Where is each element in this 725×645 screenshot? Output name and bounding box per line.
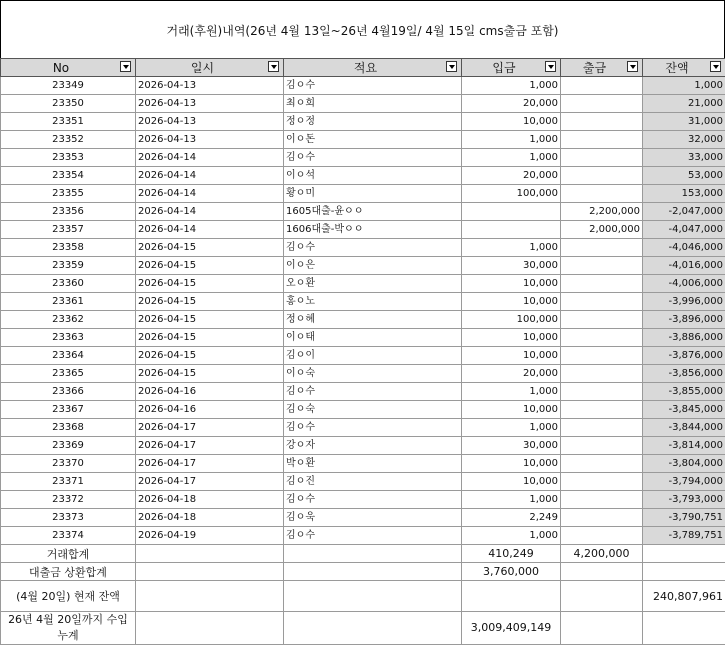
row-date[interactable]: 2026-04-15 [136,275,284,293]
row-withdrawal[interactable] [561,437,643,455]
row-balance[interactable]: -3,886,000 [643,329,725,347]
row-memo[interactable]: 이ㅇ돈 [284,131,462,149]
row-date[interactable]: 2026-04-15 [136,329,284,347]
row-balance[interactable]: -3,856,000 [643,365,725,383]
row-balance[interactable]: -3,804,000 [643,455,725,473]
row-no[interactable]: 23352 [1,131,136,149]
table-row [1,221,725,239]
row-deposit[interactable]: 10,000 [462,455,561,473]
row-balance[interactable]: -4,016,000 [643,257,725,275]
table-row [1,347,725,365]
row-date[interactable]: 2026-04-15 [136,239,284,257]
row-date[interactable]: 2026-04-15 [136,365,284,383]
row-no[interactable]: 23363 [1,329,136,347]
row-memo[interactable]: 이ㅇ은 [284,257,462,275]
row-date[interactable]: 2026-04-15 [136,257,284,275]
row-deposit[interactable]: 30,000 [462,257,561,275]
table-row [1,383,725,401]
row-memo[interactable]: 김ㅇ수 [284,77,462,95]
row-no[interactable]: 23364 [1,347,136,365]
table-row [1,275,725,293]
header-memo-label: 적요 [286,59,459,76]
row-date[interactable]: 2026-04-15 [136,293,284,311]
empty-cell[interactable] [643,612,725,645]
row-balance[interactable]: 153,000 [643,185,725,203]
row-withdrawal[interactable] [561,491,643,509]
row-memo[interactable]: 1606대출-박ㅇㅇ [284,221,462,239]
table-row [1,437,725,455]
current-balance-row [1,581,725,612]
row-date[interactable]: 2026-04-16 [136,401,284,419]
table-row [1,509,725,527]
row-balance[interactable]: -4,047,000 [643,221,725,239]
current-balance-value[interactable]: 240,807,961 [643,581,725,612]
row-date[interactable]: 2026-04-17 [136,419,284,437]
row-deposit[interactable] [462,203,561,221]
cumulative-income-row [1,612,725,645]
row-withdrawal[interactable] [561,113,643,131]
empty-cell[interactable] [136,563,284,581]
row-memo[interactable]: 박ㅇ환 [284,455,462,473]
filter-dropdown-icon[interactable] [446,61,457,72]
row-date[interactable]: 2026-04-17 [136,437,284,455]
row-memo[interactable]: 김ㅇ진 [284,473,462,491]
table-row [1,473,725,491]
header-deposit [462,59,561,77]
row-withdrawal[interactable] [561,77,643,95]
table-row [1,455,725,473]
header-memo [284,59,462,77]
empty-cell[interactable] [561,563,643,581]
row-memo[interactable]: 김ㅇ수 [284,239,462,257]
row-date[interactable]: 2026-04-17 [136,455,284,473]
table-row [1,131,725,149]
empty-cell[interactable] [136,581,284,612]
row-no[interactable]: 23374 [1,527,136,545]
row-no[interactable]: 23367 [1,401,136,419]
row-balance[interactable]: -4,006,000 [643,275,725,293]
table-row [1,149,725,167]
loan-label[interactable]: 대출금 상환합계 [1,563,136,581]
header-date-label: 일시 [138,59,281,76]
row-no[interactable]: 23371 [1,473,136,491]
row-withdrawal[interactable] [561,527,643,545]
empty-cell[interactable] [561,581,643,612]
row-deposit[interactable]: 2,249 [462,509,561,527]
row-balance[interactable]: 31,000 [643,113,725,131]
row-deposit[interactable]: 1,000 [462,527,561,545]
loan-repayment-row [1,563,725,581]
row-no[interactable]: 23365 [1,365,136,383]
row-no[interactable]: 23350 [1,95,136,113]
row-no[interactable]: 23370 [1,455,136,473]
cumulative-label[interactable]: 26년 4월 20일까지 수입누계 [1,612,136,645]
empty-cell[interactable] [284,581,462,612]
header-balance [643,59,725,77]
row-date[interactable]: 2026-04-14 [136,221,284,239]
row-deposit[interactable]: 100,000 [462,311,561,329]
empty-cell[interactable] [643,563,725,581]
row-balance[interactable]: 32,000 [643,131,725,149]
header-balance-label: 잔액 [645,59,723,76]
empty-cell[interactable] [462,581,561,612]
filter-dropdown-icon[interactable] [710,61,721,72]
empty-cell[interactable] [136,612,284,645]
row-withdrawal[interactable] [561,383,643,401]
empty-cell[interactable] [284,563,462,581]
row-no[interactable]: 23359 [1,257,136,275]
cumulative-value[interactable]: 3,009,409,149 [462,612,561,645]
row-withdrawal[interactable] [561,257,643,275]
row-no[interactable]: 23362 [1,311,136,329]
row-memo[interactable]: 김ㅇ수 [284,527,462,545]
total-row [1,545,725,563]
header-no [1,59,136,77]
row-balance[interactable]: -3,794,000 [643,473,725,491]
row-no[interactable]: 23358 [1,239,136,257]
row-memo[interactable]: 김ㅇ수 [284,149,462,167]
row-balance[interactable]: -3,855,000 [643,383,725,401]
header-row [1,59,725,77]
row-no[interactable]: 23366 [1,383,136,401]
row-deposit[interactable]: 1,000 [462,419,561,437]
table-row [1,95,725,113]
row-deposit[interactable]: 10,000 [462,113,561,131]
row-balance[interactable]: -3,844,000 [643,419,725,437]
empty-cell[interactable] [136,545,284,563]
row-balance[interactable]: -3,896,000 [643,311,725,329]
row-date[interactable]: 2026-04-18 [136,491,284,509]
table-row [1,401,725,419]
table-row [1,185,725,203]
row-withdrawal[interactable] [561,473,643,491]
row-withdrawal[interactable] [561,311,643,329]
row-balance[interactable]: -4,046,000 [643,239,725,257]
table-row [1,329,725,347]
empty-cell[interactable] [643,545,725,563]
row-memo[interactable]: 김ㅇ이 [284,347,462,365]
row-balance[interactable]: -3,814,000 [643,437,725,455]
row-memo[interactable]: 강ㅇ자 [284,437,462,455]
row-memo[interactable]: 최ㅇ희 [284,95,462,113]
row-deposit[interactable] [462,221,561,239]
empty-cell[interactable] [561,612,643,645]
filter-dropdown-icon[interactable] [545,61,556,72]
row-date[interactable]: 2026-04-13 [136,95,284,113]
row-deposit[interactable]: 10,000 [462,275,561,293]
row-no[interactable]: 23372 [1,491,136,509]
row-deposit[interactable]: 20,000 [462,95,561,113]
row-no[interactable]: 23373 [1,509,136,527]
row-no[interactable]: 23360 [1,275,136,293]
table-row [1,239,725,257]
row-deposit[interactable]: 1,000 [462,383,561,401]
summary-rows [1,545,725,645]
row-withdrawal[interactable] [561,455,643,473]
row-withdrawal[interactable] [561,509,643,527]
row-memo[interactable]: 정ㅇ혜 [284,311,462,329]
row-deposit[interactable]: 10,000 [462,347,561,365]
row-memo[interactable]: 이ㅇ석 [284,167,462,185]
row-deposit[interactable]: 20,000 [462,365,561,383]
row-no[interactable]: 23354 [1,167,136,185]
row-deposit[interactable]: 100,000 [462,185,561,203]
header-withdrawal [561,59,643,77]
row-withdrawal[interactable] [561,149,643,167]
row-date[interactable]: 2026-04-16 [136,383,284,401]
row-memo[interactable]: 김ㅇ수 [284,491,462,509]
row-deposit[interactable]: 10,000 [462,329,561,347]
row-balance[interactable]: -3,793,000 [643,491,725,509]
transaction-rows [1,77,725,545]
row-date[interactable]: 2026-04-14 [136,185,284,203]
loan-deposit[interactable]: 3,760,000 [462,563,561,581]
filter-dropdown-icon[interactable] [120,61,131,72]
row-deposit[interactable]: 30,000 [462,437,561,455]
row-deposit[interactable]: 10,000 [462,293,561,311]
row-withdrawal[interactable] [561,347,643,365]
row-balance[interactable]: 33,000 [643,149,725,167]
transactions-table [0,58,725,645]
header-withdrawal-label: 출금 [563,59,640,76]
total-withdrawal[interactable]: 4,200,000 [561,545,643,563]
table-row [1,527,725,545]
row-balance[interactable]: -3,789,751 [643,527,725,545]
table-row [1,365,725,383]
table-row [1,257,725,275]
row-deposit[interactable]: 1,000 [462,239,561,257]
row-date[interactable]: 2026-04-15 [136,347,284,365]
row-deposit[interactable]: 1,000 [462,77,561,95]
row-withdrawal[interactable]: 2,000,000 [561,221,643,239]
row-withdrawal[interactable] [561,329,643,347]
header-date [136,59,284,77]
row-no[interactable]: 23355 [1,185,136,203]
filter-dropdown-icon[interactable] [627,61,638,72]
row-date[interactable]: 2026-04-15 [136,311,284,329]
row-date[interactable]: 2026-04-13 [136,131,284,149]
table-row [1,77,725,95]
row-withdrawal[interactable]: 2,200,000 [561,203,643,221]
row-withdrawal[interactable] [561,131,643,149]
row-date[interactable]: 2026-04-14 [136,203,284,221]
row-balance[interactable]: 21,000 [643,95,725,113]
row-withdrawal[interactable] [561,401,643,419]
row-date[interactable]: 2026-04-14 [136,167,284,185]
row-withdrawal[interactable] [561,95,643,113]
row-date[interactable]: 2026-04-13 [136,77,284,95]
row-withdrawal[interactable] [561,419,643,437]
row-deposit[interactable]: 20,000 [462,167,561,185]
row-memo[interactable]: 김ㅇ수 [284,419,462,437]
row-memo[interactable]: 1605대출-윤ㅇㅇ [284,203,462,221]
row-deposit[interactable]: 1,000 [462,131,561,149]
row-balance[interactable]: -2,047,000 [643,203,725,221]
row-deposit[interactable]: 1,000 [462,491,561,509]
row-balance[interactable]: -3,845,000 [643,401,725,419]
total-deposit[interactable]: 410,249 [462,545,561,563]
balance-label[interactable]: (4월 20일) 현재 잔액 [1,581,136,612]
row-date[interactable]: 2026-04-14 [136,149,284,167]
row-memo[interactable]: 이ㅇ태 [284,329,462,347]
row-balance[interactable]: -3,876,000 [643,347,725,365]
row-withdrawal[interactable] [561,293,643,311]
row-date[interactable]: 2026-04-18 [136,509,284,527]
table-row [1,113,725,131]
row-date[interactable]: 2026-04-19 [136,527,284,545]
row-memo[interactable]: 김ㅇ욱 [284,509,462,527]
row-date[interactable]: 2026-04-17 [136,473,284,491]
row-date[interactable]: 2026-04-13 [136,113,284,131]
filter-dropdown-icon[interactable] [268,61,279,72]
row-withdrawal[interactable] [561,239,643,257]
row-memo[interactable]: 정ㅇ정 [284,113,462,131]
row-no[interactable]: 23356 [1,203,136,221]
row-no[interactable]: 23351 [1,113,136,131]
row-no[interactable]: 23357 [1,221,136,239]
row-memo[interactable]: 이ㅇ숙 [284,365,462,383]
row-memo[interactable]: 황ㅇ미 [284,185,462,203]
row-withdrawal[interactable] [561,275,643,293]
row-no[interactable]: 23349 [1,77,136,95]
header-no-label: No [3,61,133,75]
row-balance[interactable]: 1,000 [643,77,725,95]
table-row [1,293,725,311]
row-memo[interactable]: 김ㅇ숙 [284,401,462,419]
table-row [1,491,725,509]
row-withdrawal[interactable] [561,365,643,383]
row-no[interactable]: 23361 [1,293,136,311]
total-label[interactable]: 거래합계 [1,545,136,563]
row-no[interactable]: 23368 [1,419,136,437]
row-memo[interactable]: 홍ㅇ노 [284,293,462,311]
row-no[interactable]: 23369 [1,437,136,455]
row-deposit[interactable]: 10,000 [462,473,561,491]
row-memo[interactable]: 오ㅇ환 [284,275,462,293]
table-row [1,419,725,437]
row-memo[interactable]: 김ㅇ수 [284,383,462,401]
row-withdrawal[interactable] [561,185,643,203]
table-row [1,167,725,185]
table-row [1,203,725,221]
row-deposit[interactable]: 10,000 [462,401,561,419]
row-balance[interactable]: -3,790,751 [643,509,725,527]
empty-cell[interactable] [284,612,462,645]
row-withdrawal[interactable] [561,167,643,185]
sheet-title: 거래(후원)내역(26년 4월 13일~26년 4월19일/ 4월 15일 cms출금 포함) [0,0,725,59]
row-no[interactable]: 23353 [1,149,136,167]
table-row [1,311,725,329]
header-deposit-label: 입금 [464,59,558,76]
row-balance[interactable]: 53,000 [643,167,725,185]
row-balance[interactable]: -3,996,000 [643,293,725,311]
empty-cell[interactable] [284,545,462,563]
row-deposit[interactable]: 1,000 [462,149,561,167]
